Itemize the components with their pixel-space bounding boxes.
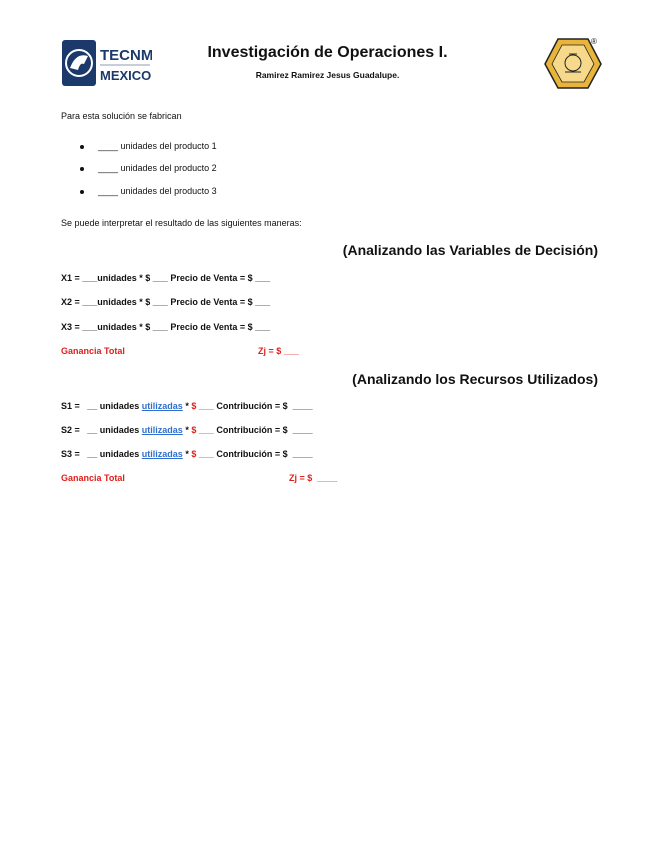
utilizadas-link[interactable]: utilizadas: [141, 401, 183, 411]
resource-row-s2: S2 = __ unidades utilizadas * $ ___ Contribución = $ ____: [61, 425, 313, 435]
resources-total-label: Ganancia Total: [61, 473, 125, 483]
decision-total-value: Zj = $ ___: [258, 346, 299, 356]
decision-row-x3: X3 = ___unidades * $ ___ Precio de Venta = $ ___: [61, 322, 271, 332]
list-item: ____ unidades del producto 3: [80, 186, 217, 196]
interpret-text: Se puede interpretar el resultado de las siguientes maneras:: [61, 218, 302, 228]
utilizadas-link[interactable]: utilizadas: [141, 449, 183, 459]
decision-total-label: Ganancia Total: [61, 346, 125, 356]
decision-row-x2: X2 = ___unidades * $ ___ Precio de Venta = $ ___: [61, 297, 271, 307]
intro-text: Para esta solución se fabrican: [61, 111, 182, 121]
resource-row-s3: S3 = __ unidades utilizadas * $ ___ Contribución = $ ____: [61, 449, 313, 459]
bullet-icon: [80, 145, 84, 149]
document-title: Investigación de Operaciones I.: [207, 44, 448, 61]
utilizadas-link[interactable]: utilizadas: [141, 425, 183, 435]
list-item: ____ unidades del producto 2: [80, 163, 217, 173]
logo-text-tecnm: TECNM: [100, 47, 152, 64]
bullet-icon: [80, 190, 84, 194]
resources-total-value: Zj = $ ____: [289, 473, 338, 483]
logo-text-mexico: MEXICO: [100, 68, 152, 83]
section-heading-resources: (Analizando los Recursos Utilizados): [352, 371, 598, 387]
list-item: ____ unidades del producto 1: [80, 141, 217, 151]
author-name: Ramirez Ramirez Jesus Guadalupe.: [255, 70, 400, 80]
bullet-icon: [80, 167, 84, 171]
registered-mark: ®: [591, 37, 597, 46]
resource-row-s1: S1 = __ unidades utilizadas * $ ___ Contribución = $ ____: [61, 401, 313, 411]
section-heading-decision: (Analizando las Variables de Decisión): [342, 242, 598, 258]
decision-row-x1: X1 = ___unidades * $ ___ Precio de Venta = $ ___: [61, 273, 271, 283]
